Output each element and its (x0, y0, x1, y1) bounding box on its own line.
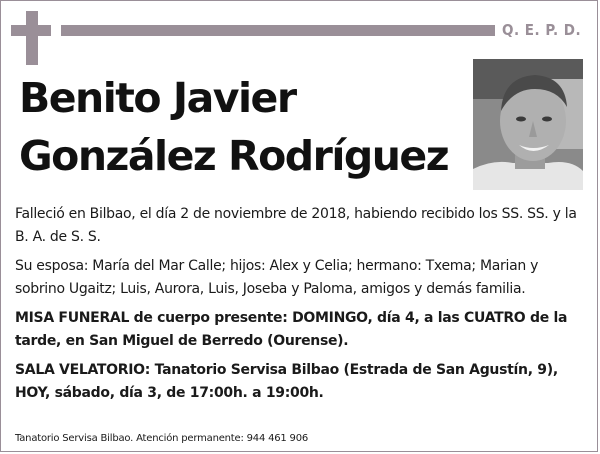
wake-paragraph: SALA VELATORIO: Tanatorio Servisa Bilbao (Estrada de San Agustín, 9), HOY, sábado, día 3, de 17:00h. a 19:00h. (15, 362, 558, 401)
obituary-body (15, 203, 587, 411)
footer-contact: Tanatorio Servisa Bilbao. Atención permanente: 944 461 906 (15, 433, 309, 444)
deceased-name-line2: González Rodríguez (19, 132, 449, 180)
deceased-name-line1: Benito Javier (19, 74, 296, 122)
portrait-photo (473, 59, 583, 190)
family-paragraph: Su esposa: María del Mar Calle; hijos: Alex y Celia; hermano: Txema; Marian y sobrino Ugaitz; Luis, Aurora, Luis, Joseba y Paloma, amigos y demás familia. (15, 258, 539, 297)
cross-icon-crossbar (11, 25, 51, 36)
funeral-paragraph: MISA FUNERAL de cuerpo presente: DOMINGO, día 4, a las CUATRO de la tarde, en San Miguel de Berredo (Ourense). (15, 310, 568, 349)
portrait-photo-icon (473, 59, 583, 190)
qepd-label: Q. E. P. D. (502, 21, 582, 39)
deceased-name (19, 69, 459, 185)
header-rule (61, 25, 495, 36)
cross-icon (26, 11, 38, 65)
death-paragraph: Falleció en Bilbao, el día 2 de noviembre de 2018, habiendo recibido los SS. SS. y la B. A. de S. S. (15, 206, 577, 245)
